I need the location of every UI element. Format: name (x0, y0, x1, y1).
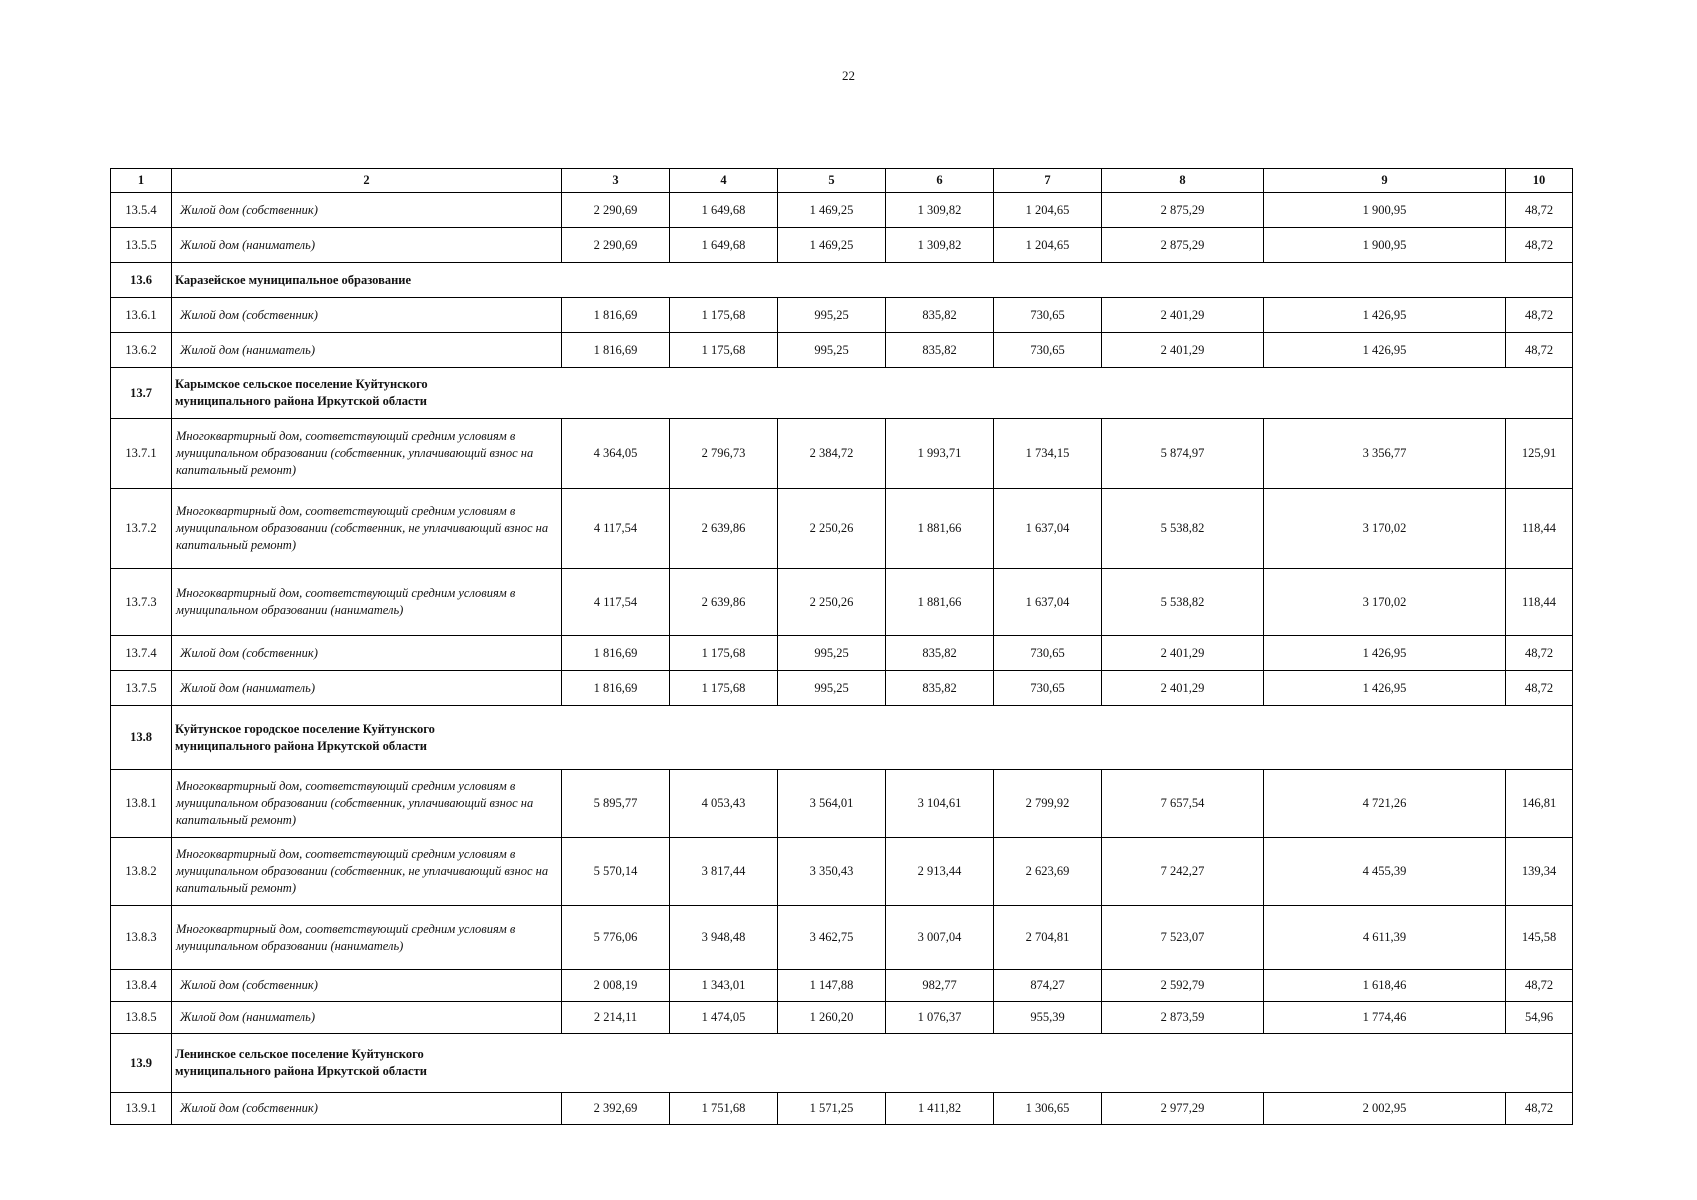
section-title (172, 706, 1573, 770)
value-cell-col-10: 48,72 (1506, 671, 1573, 706)
section-title-text: Ленинское сельское поселение Куйтунского муниципального района Иркутской области (175, 1047, 427, 1078)
value-cell-col-9: 1 900,95 (1264, 228, 1506, 263)
value-cell-col-8: 7 242,27 (1102, 838, 1264, 906)
value-cell-col-9: 1 900,95 (1264, 193, 1506, 228)
value-cell-col-3: 1 816,69 (562, 636, 670, 671)
value-cell-col-9: 4 611,39 (1264, 906, 1506, 970)
value-cell-col-5: 3 350,43 (778, 838, 886, 906)
row-number: 13.7.5 (111, 671, 172, 706)
value-cell-col-8: 2 592,79 (1102, 970, 1264, 1002)
value-cell-col-3: 5 570,14 (562, 838, 670, 906)
column-header-1: 1 (111, 169, 172, 193)
row-number: 13.7.4 (111, 636, 172, 671)
value-cell-col-5: 2 250,26 (778, 569, 886, 636)
value-cell-col-10: 118,44 (1506, 569, 1573, 636)
row-description: Жилой дом (наниматель) (172, 671, 562, 706)
value-cell-col-5: 995,25 (778, 636, 886, 671)
value-cell-col-9: 1 774,46 (1264, 1002, 1506, 1034)
section-number: 13.8 (111, 706, 172, 770)
value-cell-col-3: 4 117,54 (562, 489, 670, 569)
value-cell-col-5: 1 260,20 (778, 1002, 886, 1034)
value-cell-col-10: 48,72 (1506, 1093, 1573, 1125)
value-cell-col-4: 4 053,43 (670, 770, 778, 838)
column-header-3: 3 (562, 169, 670, 193)
row-description: Многоквартирный дом, соответствующий средним условиям в муниципальном образовании (собственник, не уплачивающий взнос на капитальный ремонт) (172, 489, 562, 569)
row-description: Многоквартирный дом, соответствующий средним условиям в муниципальном образовании (собственник, не уплачивающий взнос на капитальный ремонт) (172, 838, 562, 906)
row-number: 13.5.4 (111, 193, 172, 228)
value-cell-col-7: 730,65 (994, 636, 1102, 671)
value-cell-col-7: 1 637,04 (994, 569, 1102, 636)
value-cell-col-4: 3 817,44 (670, 838, 778, 906)
section-title-text: Куйтунское городское поселение Куйтунского муниципального района Иркутской области (175, 721, 435, 753)
value-cell-col-8: 2 875,29 (1102, 193, 1264, 228)
value-cell-col-9: 2 002,95 (1264, 1093, 1506, 1125)
column-header-5: 5 (778, 169, 886, 193)
value-cell-col-10: 48,72 (1506, 333, 1573, 368)
row-description: Жилой дом (собственник) (172, 970, 562, 1002)
value-cell-col-4: 1 175,68 (670, 333, 778, 368)
value-cell-col-9: 3 170,02 (1264, 489, 1506, 569)
table-row (111, 838, 1573, 906)
value-cell-col-8: 7 657,54 (1102, 770, 1264, 838)
value-cell-col-7: 874,27 (994, 970, 1102, 1002)
table-row (111, 193, 1573, 228)
table-row (111, 569, 1573, 636)
page-number: 22 (842, 68, 855, 83)
value-cell-col-6: 1 993,71 (886, 419, 994, 489)
value-cell-col-10: 48,72 (1506, 970, 1573, 1002)
value-cell-col-10: 139,34 (1506, 838, 1573, 906)
value-cell-col-4: 1 649,68 (670, 228, 778, 263)
value-cell-col-4: 1 175,68 (670, 298, 778, 333)
column-header-7: 7 (994, 169, 1102, 193)
value-cell-col-5: 3 564,01 (778, 770, 886, 838)
value-cell-col-4: 1 175,68 (670, 671, 778, 706)
column-header-2: 2 (172, 169, 562, 193)
value-cell-col-3: 2 008,19 (562, 970, 670, 1002)
row-number: 13.8.4 (111, 970, 172, 1002)
value-cell-col-7: 2 623,69 (994, 838, 1102, 906)
row-number: 13.5.5 (111, 228, 172, 263)
table-body (111, 169, 1573, 1125)
value-cell-col-6: 2 913,44 (886, 838, 994, 906)
table-row (111, 1002, 1573, 1034)
row-description: Жилой дом (собственник) (172, 193, 562, 228)
value-cell-col-8: 2 401,29 (1102, 671, 1264, 706)
column-header-10: 10 (1506, 169, 1573, 193)
value-cell-col-4: 1 751,68 (670, 1093, 778, 1125)
value-cell-col-10: 146,81 (1506, 770, 1573, 838)
value-cell-col-6: 835,82 (886, 333, 994, 368)
value-cell-col-7: 730,65 (994, 333, 1102, 368)
value-cell-col-3: 1 816,69 (562, 298, 670, 333)
section-title (172, 368, 1573, 419)
column-header-6: 6 (886, 169, 994, 193)
value-cell-col-3: 2 214,11 (562, 1002, 670, 1034)
row-number: 13.7.1 (111, 419, 172, 489)
value-cell-col-9: 1 618,46 (1264, 970, 1506, 1002)
value-cell-col-8: 2 875,29 (1102, 228, 1264, 263)
value-cell-col-3: 5 895,77 (562, 770, 670, 838)
value-cell-col-9: 1 426,95 (1264, 636, 1506, 671)
row-number: 13.6.1 (111, 298, 172, 333)
row-description: Жилой дом (наниматель) (172, 228, 562, 263)
table-row (111, 333, 1573, 368)
value-cell-col-10: 118,44 (1506, 489, 1573, 569)
section-number: 13.9 (111, 1034, 172, 1093)
value-cell-col-3: 5 776,06 (562, 906, 670, 970)
value-cell-col-5: 995,25 (778, 671, 886, 706)
value-cell-col-4: 1 649,68 (670, 193, 778, 228)
section-title (172, 1034, 1573, 1093)
value-cell-col-3: 1 816,69 (562, 671, 670, 706)
value-cell-col-4: 2 639,86 (670, 569, 778, 636)
value-cell-col-6: 1 881,66 (886, 489, 994, 569)
value-cell-col-10: 54,96 (1506, 1002, 1573, 1034)
row-number: 13.8.2 (111, 838, 172, 906)
value-cell-col-3: 2 290,69 (562, 228, 670, 263)
value-cell-col-7: 1 204,65 (994, 228, 1102, 263)
row-number: 13.6.2 (111, 333, 172, 368)
value-cell-col-7: 955,39 (994, 1002, 1102, 1034)
value-cell-col-3: 2 290,69 (562, 193, 670, 228)
row-number: 13.8.1 (111, 770, 172, 838)
value-cell-col-5: 1 469,25 (778, 228, 886, 263)
section-row (111, 706, 1573, 770)
value-cell-col-8: 2 401,29 (1102, 298, 1264, 333)
value-cell-col-4: 3 948,48 (670, 906, 778, 970)
value-cell-col-10: 48,72 (1506, 636, 1573, 671)
row-number: 13.7.3 (111, 569, 172, 636)
value-cell-col-10: 125,91 (1506, 419, 1573, 489)
value-cell-col-9: 4 721,26 (1264, 770, 1506, 838)
value-cell-col-3: 4 117,54 (562, 569, 670, 636)
value-cell-col-4: 1 175,68 (670, 636, 778, 671)
value-cell-col-10: 48,72 (1506, 298, 1573, 333)
value-cell-col-7: 1 204,65 (994, 193, 1102, 228)
table-row (111, 298, 1573, 333)
value-cell-col-9: 1 426,95 (1264, 298, 1506, 333)
value-cell-col-5: 1 147,88 (778, 970, 886, 1002)
value-cell-col-8: 7 523,07 (1102, 906, 1264, 970)
row-description: Многоквартирный дом, соответствующий средним условиям в муниципальном образовании (собственник, уплачивающий взнос на капитальный ремонт) (172, 419, 562, 489)
value-cell-col-7: 730,65 (994, 671, 1102, 706)
table-row (111, 770, 1573, 838)
value-cell-col-5: 995,25 (778, 333, 886, 368)
value-cell-col-7: 2 704,81 (994, 906, 1102, 970)
value-cell-col-8: 5 538,82 (1102, 489, 1264, 569)
value-cell-col-5: 2 250,26 (778, 489, 886, 569)
row-description: Жилой дом (собственник) (172, 298, 562, 333)
value-cell-col-3: 1 816,69 (562, 333, 670, 368)
row-description: Многоквартирный дом, соответствующий средним условиям в муниципальном образовании (собственник, уплачивающий взнос на капитальный ремонт) (172, 770, 562, 838)
value-cell-col-6: 3 007,04 (886, 906, 994, 970)
value-cell-col-5: 1 469,25 (778, 193, 886, 228)
value-cell-col-9: 3 356,77 (1264, 419, 1506, 489)
value-cell-col-5: 2 384,72 (778, 419, 886, 489)
value-cell-col-10: 48,72 (1506, 228, 1573, 263)
table-row (111, 671, 1573, 706)
value-cell-col-6: 1 881,66 (886, 569, 994, 636)
section-number: 13.6 (111, 263, 172, 298)
section-title-text: Карымское сельское поселение Куйтунского муниципального района Иркутской области (175, 377, 428, 408)
value-cell-col-7: 1 734,15 (994, 419, 1102, 489)
value-cell-col-7: 1 637,04 (994, 489, 1102, 569)
value-cell-col-10: 48,72 (1506, 193, 1573, 228)
value-cell-col-5: 3 462,75 (778, 906, 886, 970)
table-row (111, 1093, 1573, 1125)
row-description: Жилой дом (собственник) (172, 1093, 562, 1125)
value-cell-col-4: 2 639,86 (670, 489, 778, 569)
value-cell-col-6: 1 411,82 (886, 1093, 994, 1125)
column-header-8: 8 (1102, 169, 1264, 193)
column-header-4: 4 (670, 169, 778, 193)
table-row (111, 636, 1573, 671)
section-row (111, 263, 1573, 298)
value-cell-col-9: 1 426,95 (1264, 333, 1506, 368)
value-cell-col-6: 835,82 (886, 636, 994, 671)
table-row (111, 906, 1573, 970)
value-cell-col-7: 1 306,65 (994, 1093, 1102, 1125)
column-header-9: 9 (1264, 169, 1506, 193)
section-number: 13.7 (111, 368, 172, 419)
tariff-table (110, 168, 1573, 1125)
table-row (111, 419, 1573, 489)
value-cell-col-4: 1 474,05 (670, 1002, 778, 1034)
table-row (111, 228, 1573, 263)
row-number: 13.8.3 (111, 906, 172, 970)
value-cell-col-6: 982,77 (886, 970, 994, 1002)
value-cell-col-9: 4 455,39 (1264, 838, 1506, 906)
table-row (111, 970, 1573, 1002)
table-row (111, 489, 1573, 569)
value-cell-col-9: 1 426,95 (1264, 671, 1506, 706)
value-cell-col-7: 730,65 (994, 298, 1102, 333)
value-cell-col-6: 835,82 (886, 671, 994, 706)
section-title: Каразейское муниципальное образование (172, 263, 1573, 298)
value-cell-col-4: 2 796,73 (670, 419, 778, 489)
section-row (111, 1034, 1573, 1093)
value-cell-col-10: 145,58 (1506, 906, 1573, 970)
row-description: Жилой дом (наниматель) (172, 1002, 562, 1034)
row-description: Многоквартирный дом, соответствующий средним условиям в муниципальном образовании (наниматель) (172, 906, 562, 970)
value-cell-col-9: 3 170,02 (1264, 569, 1506, 636)
row-description: Жилой дом (собственник) (172, 636, 562, 671)
row-description: Жилой дом (наниматель) (172, 333, 562, 368)
row-number: 13.8.5 (111, 1002, 172, 1034)
value-cell-col-6: 1 309,82 (886, 193, 994, 228)
value-cell-col-4: 1 343,01 (670, 970, 778, 1002)
value-cell-col-8: 2 873,59 (1102, 1002, 1264, 1034)
value-cell-col-5: 995,25 (778, 298, 886, 333)
section-row (111, 368, 1573, 419)
header-row (111, 169, 1573, 193)
row-description: Многоквартирный дом, соответствующий средним условиям в муниципальном образовании (наниматель) (172, 569, 562, 636)
value-cell-col-7: 2 799,92 (994, 770, 1102, 838)
value-cell-col-8: 2 401,29 (1102, 333, 1264, 368)
value-cell-col-3: 2 392,69 (562, 1093, 670, 1125)
value-cell-col-6: 1 076,37 (886, 1002, 994, 1034)
value-cell-col-8: 5 874,97 (1102, 419, 1264, 489)
value-cell-col-6: 3 104,61 (886, 770, 994, 838)
value-cell-col-6: 1 309,82 (886, 228, 994, 263)
value-cell-col-6: 835,82 (886, 298, 994, 333)
row-number: 13.9.1 (111, 1093, 172, 1125)
value-cell-col-8: 2 401,29 (1102, 636, 1264, 671)
value-cell-col-8: 2 977,29 (1102, 1093, 1264, 1125)
value-cell-col-3: 4 364,05 (562, 419, 670, 489)
value-cell-col-8: 5 538,82 (1102, 569, 1264, 636)
value-cell-col-5: 1 571,25 (778, 1093, 886, 1125)
row-number: 13.7.2 (111, 489, 172, 569)
